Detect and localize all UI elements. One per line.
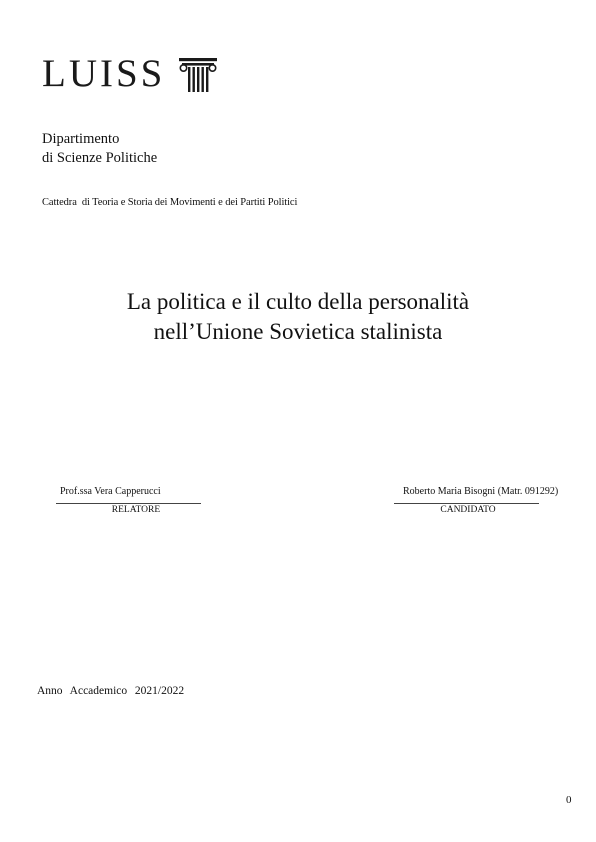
department-block bbox=[42, 130, 157, 168]
relatore-label: RELATORE bbox=[111, 505, 161, 515]
logo-wordmark: LUISS bbox=[42, 52, 166, 95]
academic-year: Anno Accademico 2021/2022 bbox=[37, 685, 185, 697]
thesis-title-line-2: nell’Unione Sovietica stalinista bbox=[153, 319, 443, 344]
candidato-name: Roberto Maria Bisogni (Matr. 091292) bbox=[403, 486, 559, 497]
thesis-title bbox=[0, 287, 596, 347]
luiss-logo bbox=[42, 52, 217, 96]
candidato-label: CANDIDATO bbox=[440, 505, 496, 515]
page-number: 0 bbox=[566, 794, 572, 806]
column-capital-icon bbox=[179, 58, 217, 92]
relatore-signature-line bbox=[56, 503, 201, 504]
relatore-name: Prof.ssa Vera Capperucci bbox=[60, 486, 161, 497]
cattedra-line: Cattedra di Teoria e Storia dei Movimenti e dei Partiti Politici bbox=[42, 197, 298, 208]
department-line-2: di Scienze Politiche bbox=[42, 150, 158, 166]
candidato-signature-line bbox=[394, 503, 539, 504]
department-line-1: Dipartimento bbox=[42, 131, 120, 147]
thesis-title-line-1: La politica e il culto della personalità bbox=[126, 289, 470, 314]
